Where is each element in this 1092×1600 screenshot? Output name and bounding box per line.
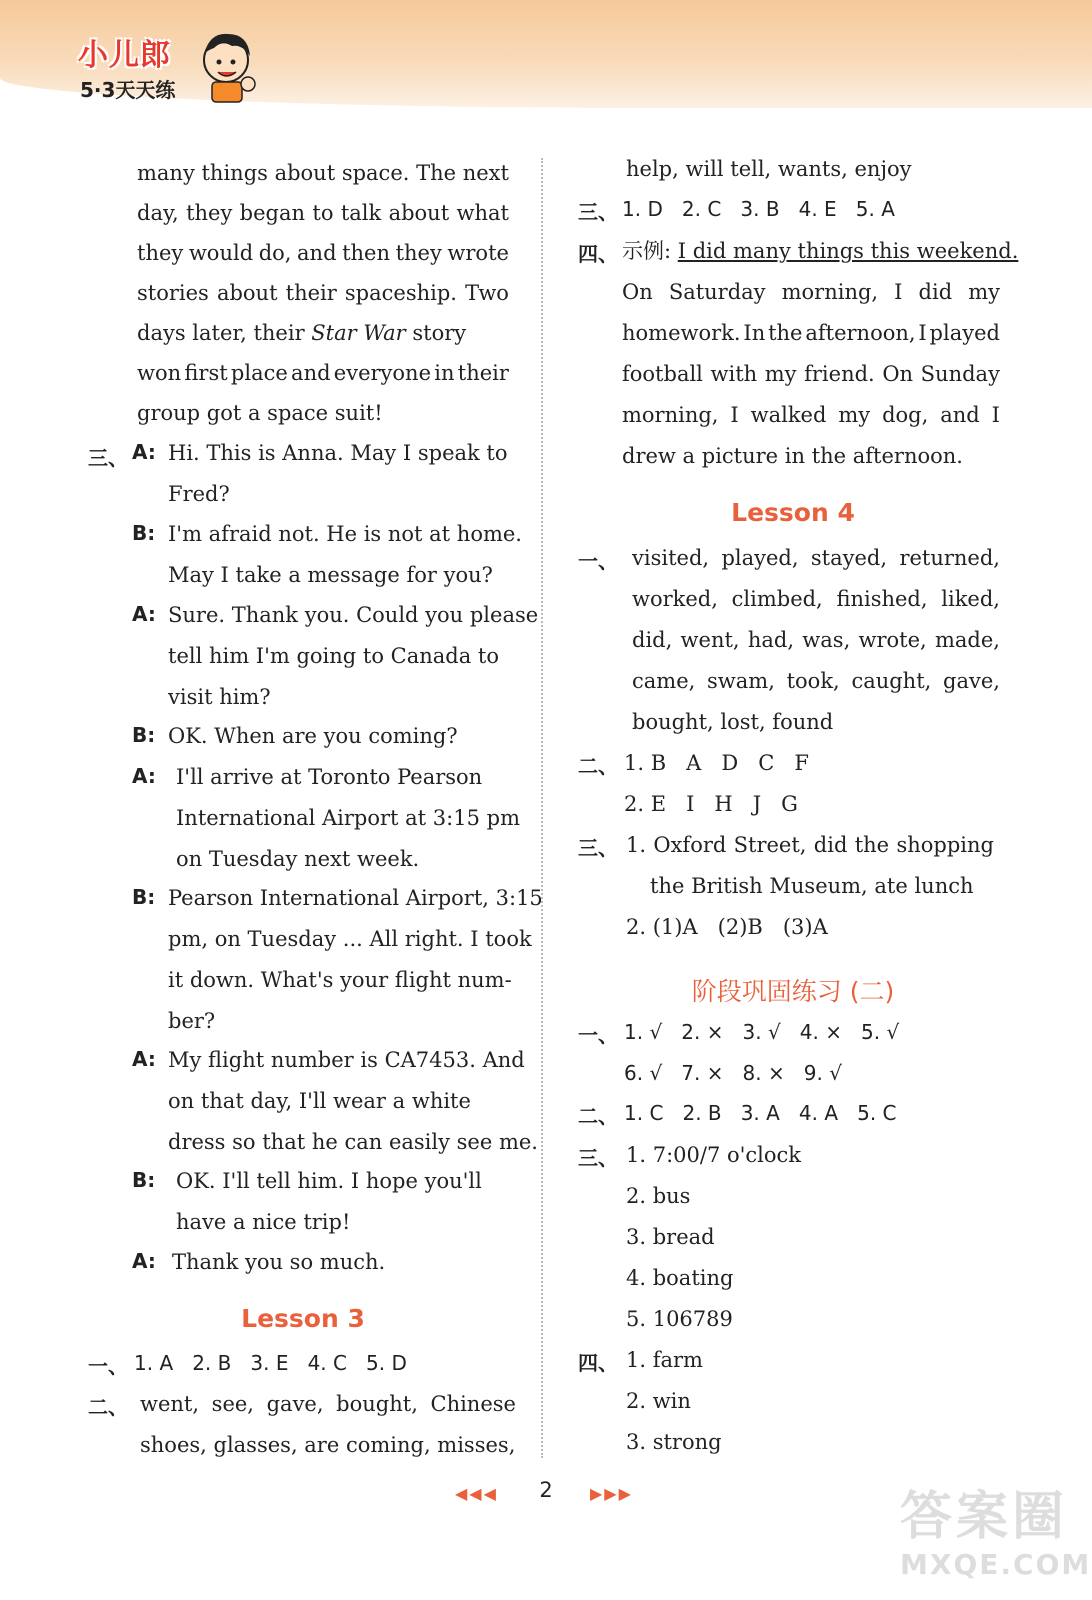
answer-line: 4. boating <box>626 1266 734 1290</box>
answer-line: the British Museum, ate lunch <box>650 874 974 898</box>
speaker-label: A: <box>132 1249 156 1273</box>
section-number: 二、 <box>578 754 618 778</box>
example-line <box>622 236 1018 266</box>
dialog-line: Fred? <box>168 482 230 506</box>
watermark-logo: 答案圈 <box>900 1487 1069 1547</box>
lesson-3-title: Lesson 3 <box>241 1304 365 1333</box>
arrows-right-icon: ▶▶▶ <box>590 1484 633 1503</box>
dialog-line: OK. When are you coming? <box>168 724 458 748</box>
dialog-line: Thank you so much. <box>172 1250 386 1274</box>
answer-line: went, see, gave, bought, Chinese <box>140 1392 516 1416</box>
answer-line: 1. A 2. B 3. E 4. C 5. D <box>134 1351 407 1375</box>
speaker-label: A: <box>132 1047 156 1071</box>
answer-line: 1. √ 2. × 3. √ 4. × 5. √ <box>624 1020 900 1044</box>
answer-line: 1. 7:00/7 o'clock <box>626 1143 802 1167</box>
dialog-line: have a nice trip! <box>176 1210 351 1234</box>
section-number: 二、 <box>88 1395 128 1419</box>
answer-line: football with my friend. On Sunday <box>622 362 1000 386</box>
para-line: they would do, and then they wrote <box>137 241 509 265</box>
section-number: 二、 <box>578 1104 618 1128</box>
speaker-label: B: <box>132 1168 156 1192</box>
review-title: 阶段巩固练习 (二) <box>691 977 895 1006</box>
section-number: 一、 <box>88 1354 128 1378</box>
dialog-line: it down. What's your flight num- <box>168 968 512 992</box>
speaker-label: A: <box>132 440 156 464</box>
brand-name: 小儿郎 <box>78 38 171 73</box>
dialog-line: May I take a message for you? <box>168 563 493 587</box>
answer-line: came, swam, took, caught, gave, <box>632 669 1000 693</box>
answer-line: 6. √ 7. × 8. × 9. √ <box>624 1061 842 1085</box>
speaker-label: A: <box>132 764 156 788</box>
section-number: 三、 <box>578 1146 618 1170</box>
dialog-line: on Tuesday next week. <box>176 847 420 871</box>
speaker-label: B: <box>132 723 156 747</box>
answer-line: drew a picture in the afternoon. <box>622 444 963 468</box>
answer-line: morning, I walked my dog, and I <box>622 403 1000 427</box>
answer-line: homework. In the afternoon, I played <box>622 321 1000 345</box>
answer-line: did, went, had, was, wrote, made, <box>632 628 1000 652</box>
speaker-label: B: <box>132 521 156 545</box>
watermark-url: MXQE.COM <box>900 1548 1092 1581</box>
answer-line: On Saturday morning, I did my <box>622 280 1000 304</box>
section-number: 四、 <box>578 242 618 266</box>
column-divider <box>541 158 543 1458</box>
dialog-line: Sure. Thank you. Could you please <box>168 603 539 627</box>
answer-line: 2. E I H J G <box>624 792 798 816</box>
section-number: 三、 <box>578 200 618 224</box>
dialog-line: I'm afraid not. He is not at home. <box>168 522 522 546</box>
dialog-line: dress so that he can easily see me. <box>168 1130 538 1154</box>
mascot-icon <box>192 26 262 104</box>
para-line: days later, their Star War story <box>137 321 467 345</box>
para-line: group got a space suit! <box>137 401 383 425</box>
para-line: day, they began to talk about what <box>137 201 509 225</box>
dialog-line: tell him I'm going to Canada to <box>168 644 500 668</box>
dialog-line: ber? <box>168 1009 216 1033</box>
dialog-line: on that day, I'll wear a white <box>168 1089 471 1113</box>
answer-line: visited, played, stayed, returned, <box>632 546 1000 570</box>
example-label: 示例: <box>622 239 672 263</box>
dialog-line: My flight number is CA7453. And <box>168 1048 525 1072</box>
answer-line: 3. strong <box>626 1430 722 1454</box>
section-number: 三、 <box>578 836 618 860</box>
answer-line: help, will tell, wants, enjoy <box>626 157 912 181</box>
answer-line: 2. win <box>626 1389 691 1413</box>
answer-line: 1. D 2. C 3. B 4. E 5. A <box>622 197 895 221</box>
answer-line: bought, lost, found <box>632 710 834 734</box>
dialog-line: I'll arrive at Toronto Pearson <box>176 765 483 789</box>
para-line: won first place and everyone in their <box>137 361 509 385</box>
para-line: stories about their spaceship. Two <box>137 281 509 305</box>
dialog-line: Pearson International Airport, 3:15 <box>168 886 543 910</box>
answer-line: 1. Oxford Street, did the shopping <box>626 833 994 857</box>
lesson-4-title: Lesson 4 <box>731 498 855 527</box>
answer-line: 5. 106789 <box>626 1307 733 1331</box>
page-number: 2 <box>539 1478 553 1502</box>
para-line: many things about space. The next <box>137 161 509 185</box>
section-number: 三、 <box>88 446 128 470</box>
answer-line: 2. bus <box>626 1184 691 1208</box>
answer-line: shoes, glasses, are coming, misses, <box>140 1433 516 1457</box>
dialog-line: Hi. This is Anna. May I speak to <box>168 441 508 465</box>
section-number: 四、 <box>578 1351 618 1375</box>
arrows-left-icon: ◀◀◀ <box>455 1484 498 1503</box>
speaker-label: A: <box>132 602 156 626</box>
answer-line: 1. farm <box>626 1348 703 1372</box>
dialog-line: International Airport at 3:15 pm <box>176 806 520 830</box>
section-number: 一、 <box>578 1023 618 1047</box>
watermark <box>890 1468 1092 1598</box>
brand-logo <box>70 26 270 106</box>
answer-line: 1. B A D C F <box>624 751 809 775</box>
answer-line: worked, climbed, finished, liked, <box>632 587 1000 611</box>
series-name: 5·3天天练 <box>80 78 176 102</box>
dialog-line: OK. I'll tell him. I hope you'll <box>176 1169 482 1193</box>
example-first-sentence: I did many things this weekend. <box>677 239 1019 263</box>
answer-line: 3. bread <box>626 1225 715 1249</box>
answer-line: 1. C 2. B 3. A 4. A 5. C <box>624 1101 897 1125</box>
dialog-line: visit him? <box>168 685 271 709</box>
speaker-label: B: <box>132 885 156 909</box>
section-number: 一、 <box>578 549 618 573</box>
answer-line: 2. (1)A (2)B (3)A <box>626 915 828 939</box>
dialog-line: pm, on Tuesday ... All right. I took <box>168 927 532 951</box>
